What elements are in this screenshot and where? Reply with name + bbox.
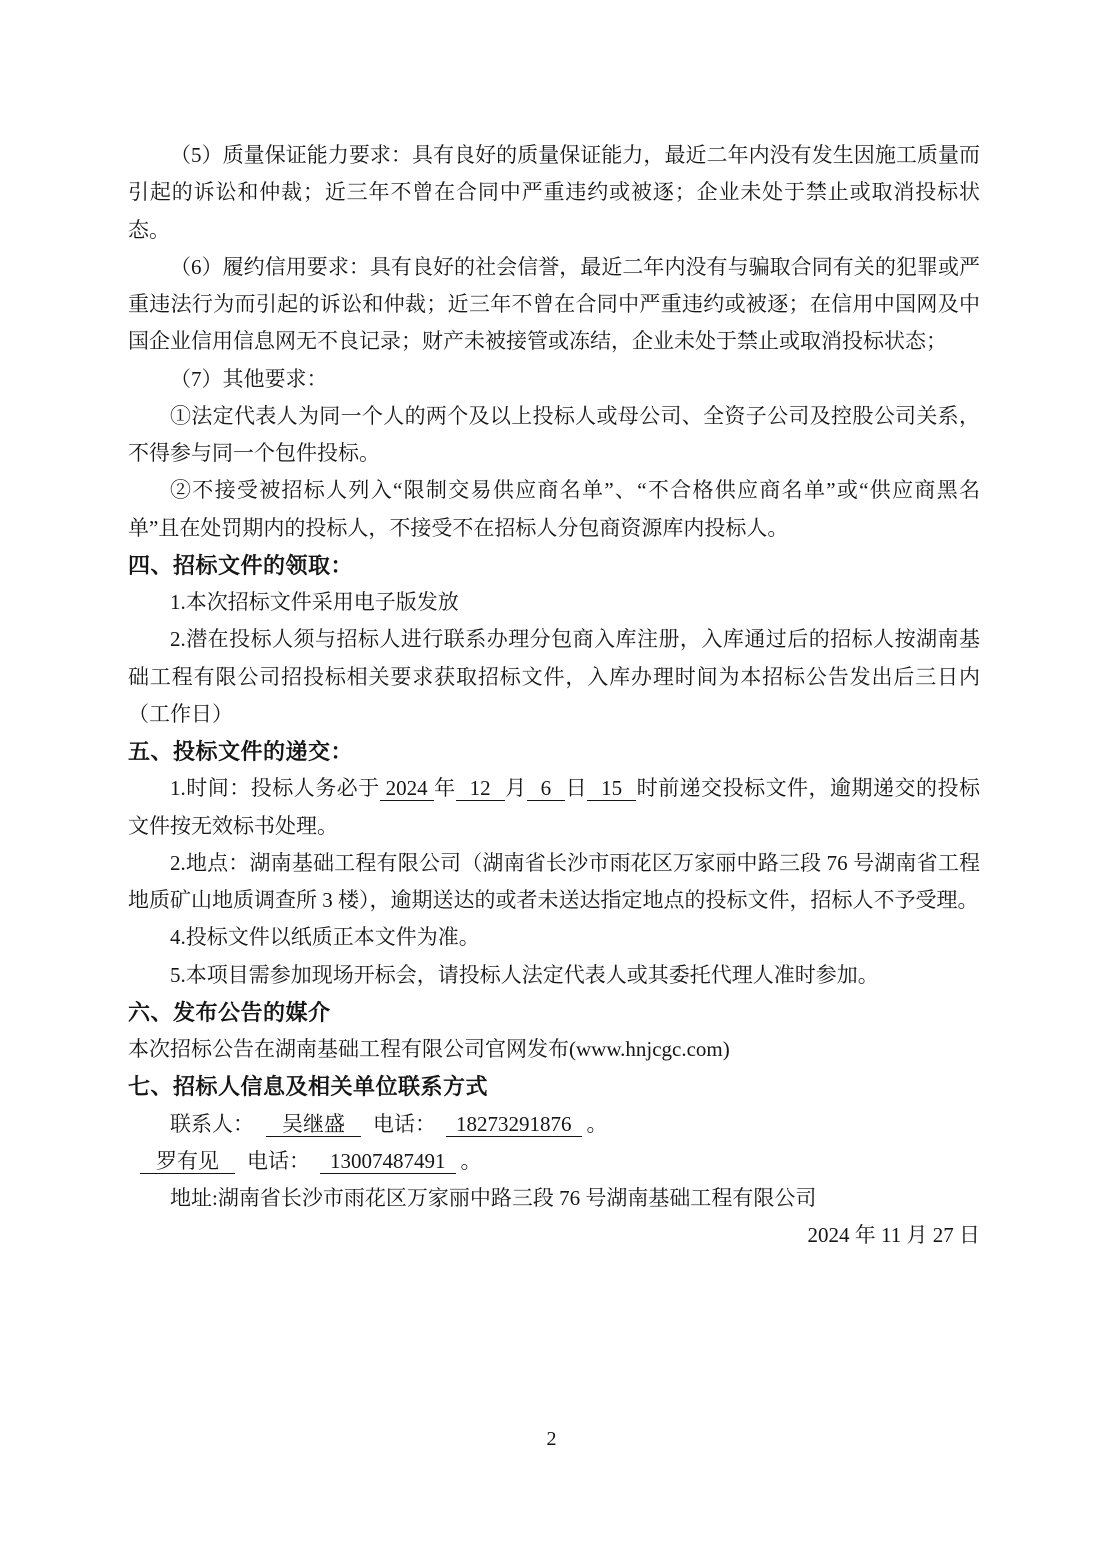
- phone-label-1: 电话：: [373, 1111, 436, 1136]
- section-heading-4-document-collection: 四、招标文件的领取：: [128, 552, 354, 578]
- document-date: 2024 年 11 月 27 日: [807, 1223, 980, 1248]
- submission-time-suffix: 时前递交投标文件，逾期递交的投标文件按无效标书处理。: [128, 776, 980, 838]
- year-label: 年: [433, 776, 456, 801]
- paragraph-submission-time: [128, 770, 980, 845]
- paragraph-submission-item-5: 5.本项目需参加现场开标会，请投标人法定代表人或其委托代理人准时参加。: [170, 962, 879, 987]
- paragraph-submission-item-4: 4.投标文件以纸质正本文件为准。: [170, 925, 480, 950]
- document-content: [128, 137, 980, 1255]
- paragraph-other-requirement-2: ②不接受被招标人列入“限制交易供应商名单”、“不合格供应商名单”或“供应商黑名单”且在处罚期内的投标人，不接受不在招标人分包商资源库内投标人。: [128, 478, 980, 540]
- paragraph-announcement-website: 本次招标公告在湖南基础工程有限公司官网发布(www.hnjcgc.com): [128, 1037, 730, 1061]
- paragraph-collection-item-2: 2.潜在投标人须与招标人进行联系办理分包商入库注册，入库通过后的招标人按湖南基础工程有限公司招投标相关要求获取招标文件，入库办理时间为本招标公告发出后三日内（工作日）: [128, 627, 980, 726]
- contact-line-2: [128, 1143, 980, 1180]
- phone-label-2: 电话：: [247, 1148, 310, 1173]
- blank-hour-value: 15: [587, 776, 636, 801]
- contact-name-1: 吴继盛: [266, 1112, 361, 1137]
- paragraph-requirement-5: （5）质量保证能力要求：具有良好的质量保证能力，最近二年内没有发生因施工质量而引起的诉讼和仲裁；近三年不曾在合同中严重违约或被逐；企业未处于禁止或取消投标状态。: [128, 143, 980, 242]
- contact-phone-2: 13007487491: [320, 1149, 456, 1174]
- section-heading-6-announcement-media: 六、发布公告的媒介: [128, 999, 331, 1025]
- submission-time-prefix: 1.时间：投标人务必于: [170, 776, 380, 801]
- contact-phone-1: 18273291876: [446, 1112, 582, 1137]
- paragraph-address: 地址:湖南省长沙市雨花区万家丽中路三段 76 号湖南基础工程有限公司: [170, 1186, 817, 1210]
- paragraph-requirement-6: （6）履约信用要求：具有良好的社会信誉，最近二年内没有与骗取合同有关的犯罪或严重违法行为而引起的诉讼和仲裁；近三年不曾在合同中严重违约或被逐；在信用中国网及中国企业信用信息网无不良记录；财产未被接管或冻结，企业未处于禁止或取消投标状态；: [128, 254, 980, 354]
- day-label: 日: [565, 776, 588, 801]
- paragraph-collection-item-1: 1.本次招标文件采用电子版发放: [170, 590, 459, 614]
- paragraph-requirement-7: （7）其他要求：: [170, 366, 328, 391]
- section-heading-5-bid-submission: 五、投标文件的递交：: [128, 739, 354, 764]
- blank-month-value: 12: [456, 776, 505, 801]
- contact-line-2-period: 。: [460, 1148, 482, 1173]
- month-label: 月: [504, 776, 527, 801]
- contact-line-1: [128, 1106, 980, 1143]
- section-heading-7-contact-info: 七、招标人信息及相关单位联系方式: [128, 1074, 489, 1100]
- page-number: 2: [546, 1428, 557, 1450]
- contact-person-label: 联系人：: [170, 1111, 254, 1136]
- contact-name-2: 罗有见: [140, 1149, 235, 1174]
- contact-line-1-period: 。: [586, 1111, 608, 1136]
- blank-day-value: 6: [527, 776, 566, 801]
- paragraph-submission-location: 2.地点：湖南基础工程有限公司（湖南省长沙市雨花区万家丽中路三段 76 号湖南省工程地质矿山地质调查所 3 楼），逾期送达的或者未送达指定地点的投标文件，招标人不予受理。: [128, 850, 980, 912]
- blank-year-value: 2024: [380, 776, 434, 801]
- paragraph-other-requirement-1: ①法定代表人为同一个人的两个及以上投标人或母公司、全资子公司及控股公司关系，不得参与同一个包件投标。: [128, 403, 980, 465]
